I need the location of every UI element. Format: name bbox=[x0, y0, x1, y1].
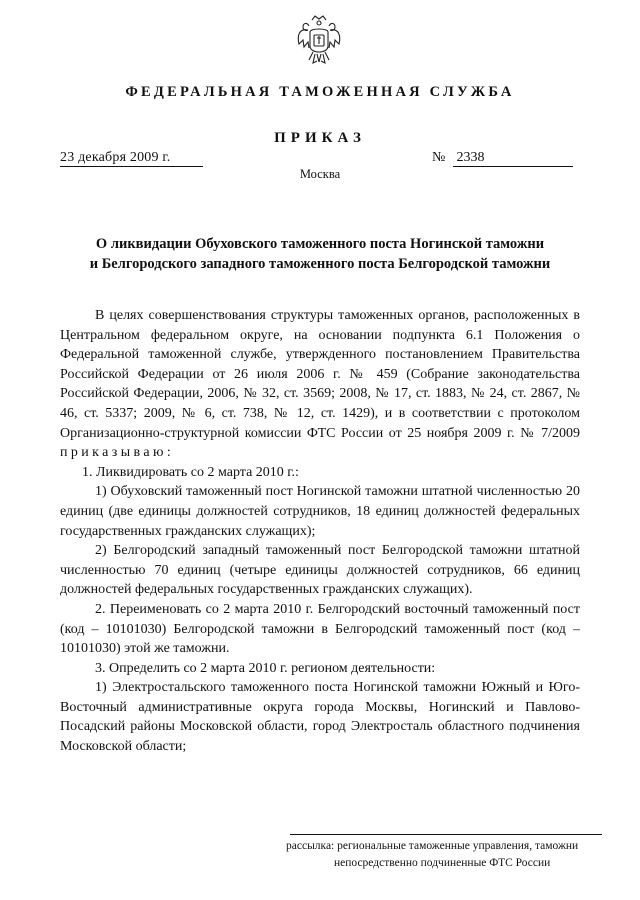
item-2: 2. Переименовать со 2 марта 2010 г. Белгородский восточный таможенный пост (код – 10101030) Белгородской таможни в Белгородский таможенный пост (код – 10101030) этой же таможни. bbox=[60, 601, 580, 657]
agency-name: ФЕДЕРАЛЬНАЯ ТАМОЖЕННАЯ СЛУЖБА bbox=[125, 84, 515, 100]
item-1-2: 2) Белгородский западный таможенный пост Белгородской таможни штатной численностью 70 единиц (четыре единицы должностей сотрудников, 66 единиц должностей федеральных государственных гражданских служащих). bbox=[60, 543, 580, 598]
footer-separator bbox=[290, 834, 602, 835]
heading-line-1: О ликвидации Обуховского таможенного поста Ногинской таможни bbox=[95, 236, 545, 252]
order-body bbox=[60, 306, 580, 757]
coat-of-arms-icon bbox=[295, 14, 343, 66]
order-date: 23 декабря 2009 г. bbox=[60, 150, 203, 167]
heading-line-2: и Белгородского западного таможенного поста Белгородской таможни bbox=[89, 256, 551, 272]
distribution-note bbox=[286, 838, 602, 872]
order-number-label: № bbox=[432, 150, 446, 165]
order-word: приказываю: bbox=[60, 445, 175, 461]
distribution-line-2: непосредственно подчиненные ФТС России bbox=[334, 857, 551, 869]
item-1: 1. Ликвидировать со 2 марта 2010 г.: bbox=[82, 464, 299, 480]
preamble-paragraph bbox=[60, 306, 580, 463]
order-number: 2338 bbox=[453, 150, 573, 167]
item-1-1: 1) Обуховский таможенный пост Ногинской таможни штатной численностью 20 единиц (две единицы должностей сотрудников, 18 единиц должностей федеральных государственных гражданских служащих); bbox=[60, 484, 580, 539]
item-3: 3. Определить со 2 марта 2010 г. регионом деятельности: bbox=[95, 660, 436, 676]
document-type: ПРИКАЗ bbox=[274, 130, 366, 146]
distribution-line-1: рассылка: региональные таможенные управления, таможни bbox=[286, 840, 579, 852]
preamble-text: В целях совершенствования структуры таможенных органов, расположенных в Центральном федеральном округе, на основании подпункта 6.1 Положения о Федеральной таможенной службе, утвержденного постановлением Правительства Российской Федерации от 26 июля 2006 г. № 459 (Собрание законодательства Российской Федерации, 2006, № 32, ст. 3569; 2008, № 17, ст. 1883, № 24, ст. 2867, № 46, ст. 5337; 2009, № 6, ст. 738, № 12, ст. 1429), и в соответствии с протоколом Организационно-структурной комиссии ФТС России от 25 ноября 2009 г. № 7/2009 bbox=[60, 308, 580, 441]
item-3-1: 1) Электростальского таможенного поста Ногинской таможни Южный и Юго-Восточный административные округа города Москвы, Ногинский и Павлово-Посадский районы Московской области, город Электросталь областного подчинения Московской области; bbox=[60, 680, 580, 755]
city: Москва bbox=[299, 167, 341, 181]
order-heading bbox=[60, 234, 580, 274]
